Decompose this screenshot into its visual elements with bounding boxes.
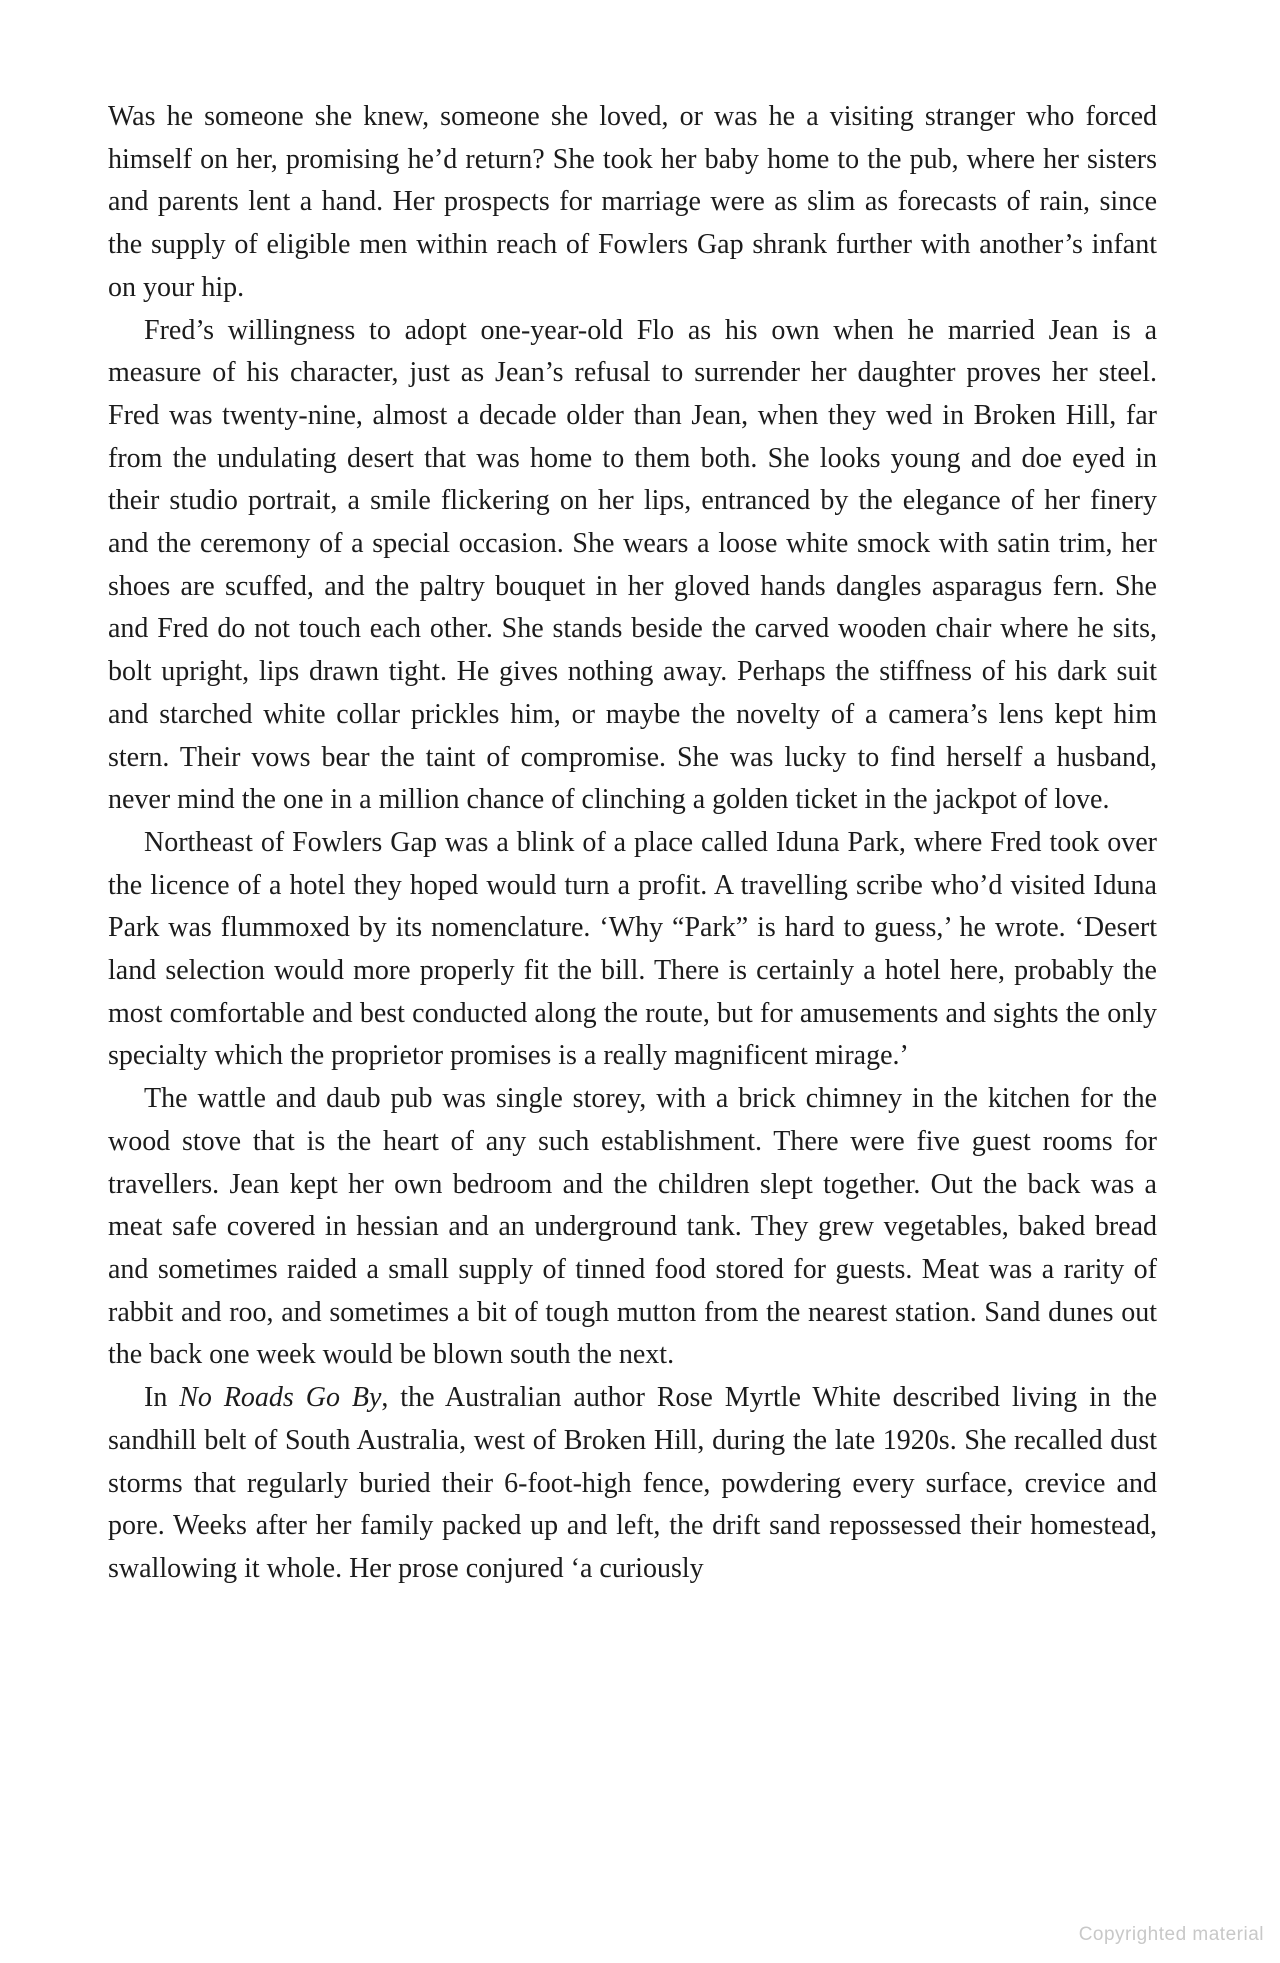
paragraph-text: In (144, 1382, 180, 1414)
paragraph (108, 96, 1157, 310)
paragraph (108, 822, 1157, 1078)
paragraph (108, 1078, 1157, 1377)
body-text-column (108, 96, 1157, 1591)
paragraph (108, 310, 1157, 822)
paragraph-text: Northeast of Fowlers Gap was a blink of a place called Iduna Park, where Fred took over the licence of a hotel they hoped would turn a profit. A travelling scribe who’d visited Iduna Park was flummoxed by its nomenclature. ‘Why “Park” is hard to guess,’ he wrote. ‘Desert land selection would more properly fit the bill. There is certainly a hotel here, probably the most comfortable and best conducted along the route, but for amusements and sights the only specialty which the proprietor promises is a really magnificent mirage.’ (108, 826, 1157, 1072)
copyright-watermark: Copyrighted material (1078, 1924, 1264, 1945)
book-title-italic: No Roads Go By (179, 1382, 382, 1414)
paragraph-text: Fred’s willingness to adopt one-year-old Flo as his own when he married Jean is a measure of his character, just as Jean’s refusal to surrender her daughter proves her steel. Fred was twenty-nine, almost a decade older than Jean, when they wed in Broken Hill, far from the undulating desert that was home to them both. She looks young and doe eyed in their studio portrait, a smile flickering on her lips, entranced by the elegance of her finery and the ceremony of a special occasion. She wears a loose white smock with satin trim, her shoes are scuffed, and the paltry bouquet in her gloved hands dangles asparagus fern. She and Fred do not touch each other. She stands beside the carved wooden chair where he sits, bolt upright, lips drawn tight. He gives nothing away. Perhaps the stiffness of his dark suit and starched white collar prickles him, or maybe the novelty of a camera’s lens kept him stern. Their vows bear the taint of compromise. She was lucky to find herself a husband, never mind the one in a million chance of clinching a golden ticket in the jackpot of love. (108, 314, 1157, 816)
paragraph (108, 1377, 1157, 1591)
paragraph-text: The wattle and daub pub was single storey, with a brick chimney in the kitchen for the wood stove that is the heart of any such establishment. There were five guest rooms for travellers. Jean kept her own bedroom and the children slept together. Out the back was a meat safe covered in hessian and an underground tank. They grew vegetables, baked bread and sometimes raided a small supply of tinned food stored for guests. Meat was a rarity of rabbit and roo, and sometimes a bit of tough mutton from the nearest station. Sand dunes out the back one week would be blown south the next. (108, 1083, 1157, 1371)
paragraph-text: Was he someone she knew, someone she loved, or was he a visiting stranger who forced himself on her, promising he’d return? She took her baby home to the pub, where her sisters and parents lent a hand. Her prospects for marriage were as slim as forecasts of rain, since the supply of eligible men within reach of Fowlers Gap shrank further with another’s infant on your hip. (108, 101, 1157, 303)
paragraph-text: , the Australian author Rose Myrtle White described living in the sandhill belt of South Australia, west of Broken Hill, during the late 1920s. She recalled dust storms that regularly buried their 6-foot-high fence, powdering every surface, crevice and pore. Weeks after her family packed up and left, the drift sand repossessed their homestead, swallowing it whole. Her prose conjured ‘a curiously (108, 1382, 1157, 1584)
